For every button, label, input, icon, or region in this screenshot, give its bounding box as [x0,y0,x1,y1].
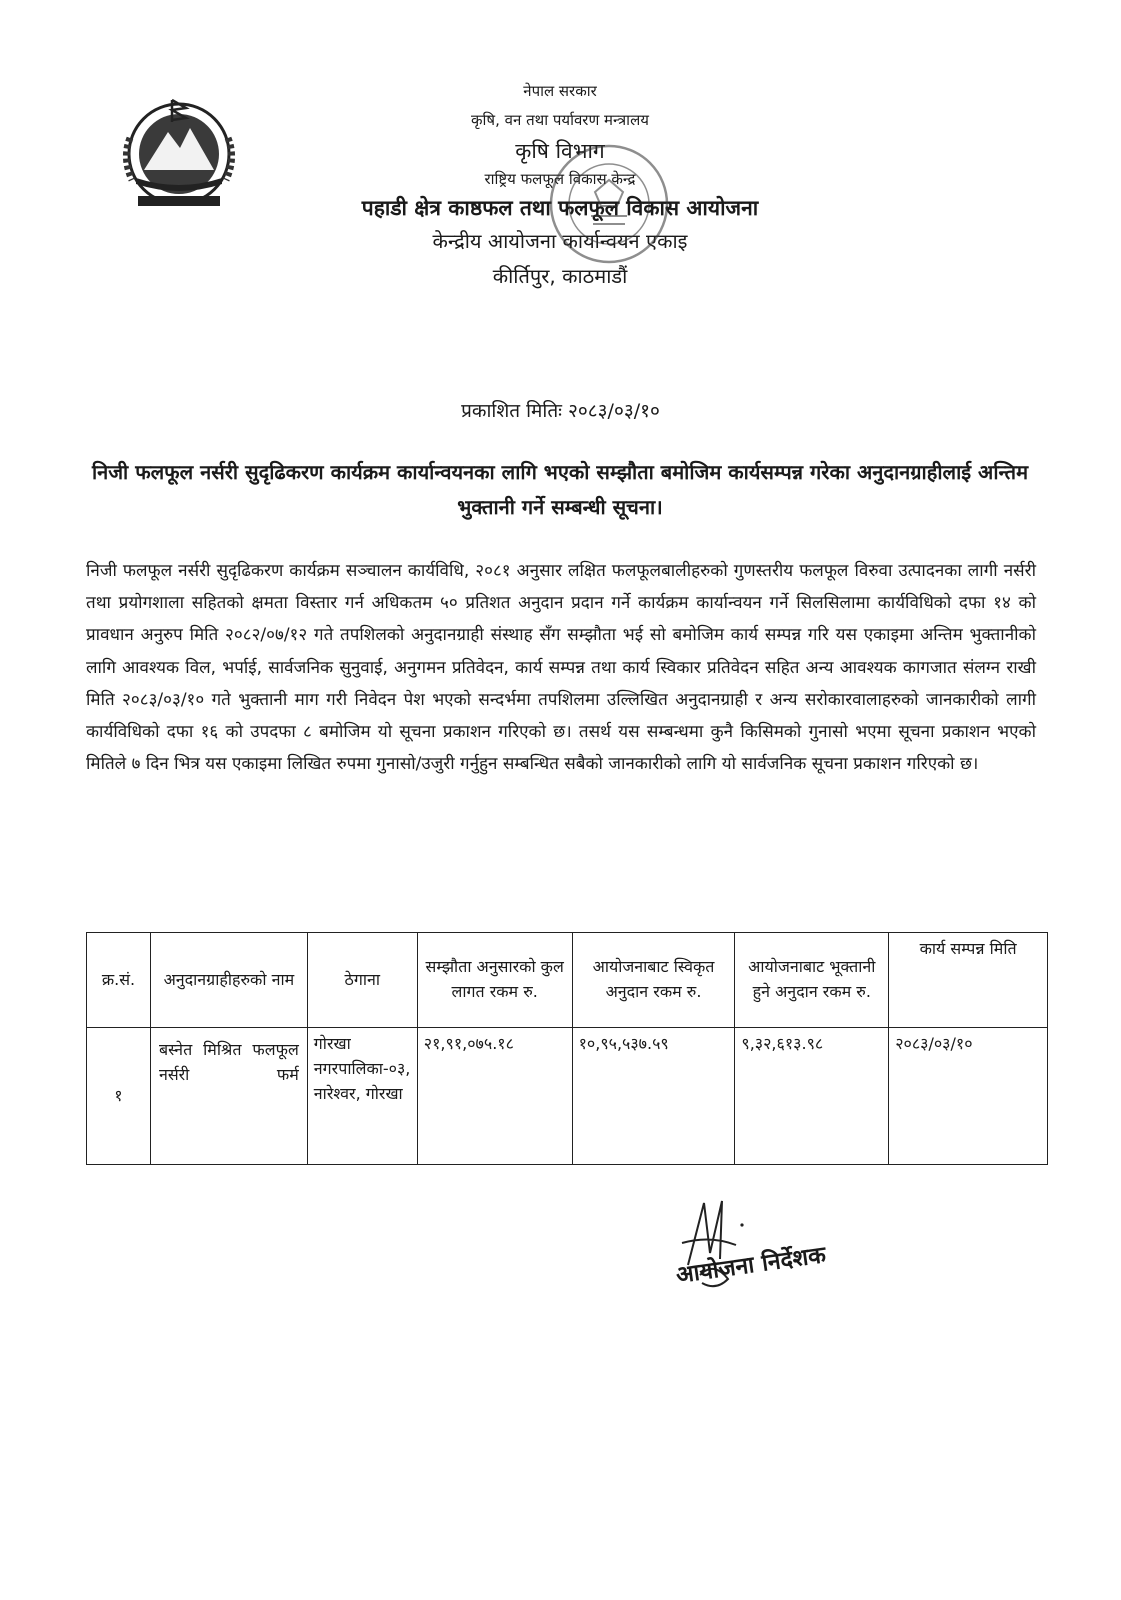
cell-grantee-name: बस्नेत मिश्रित फलफूल नर्सरी फर्म [150,1028,307,1165]
grantee-table [86,932,1048,1165]
notice-title: निजी फलफूल नर्सरी सुदृढिकरण कार्यक्रम कार्यान्वयनका लागि भएको सम्झौता बमोजिम कार्यसम्पन्न गरेका अनुदानग्राहीलाई अन्तिम भुक्तानी गर्ने सम्बन्धी सूचना। [91,460,1029,519]
cell-payable-grant: ९,३२,६१३.९८ [735,1028,889,1165]
cell-serial: १ [87,1028,151,1165]
cell-total-cost: २१,९१,०७५.१८ [417,1028,572,1165]
notice-body: निजी फलफूल नर्सरी सुदृढिकरण कार्यक्रम सञ्चालन कार्यविधि, २०८१ अनुसार लक्षित फलफूलबालीहरुको गुणस्तरीय फलफूल विरुवा उत्पादनका लागी नर्सरी तथा प्रयोगशाला सहितको क्षमता विस्तार गर्न अधिकतम ५० प्रतिशत अनुदान प्रदान गर्ने कार्यक्रम कार्यान्वयन गर्ने सिलसिलामा कार्यविधिको दफा १४ को प्रावधान अनुरुप मिति २०८२/०७/१२ गते तपशिलको अनुदानग्राही संस्थाह सँग सम्झौता भई सो बमोजिम कार्य सम्पन्न गरि यस एकाइमा अन्तिम भुक्तानीको लागि आवश्यक विल, भर्पाई, सार्वजनिक सुनुवाई, अनुगमन प्रतिवेदन, कार्य सम्पन्न तथा कार्य स्विकार प्रतिवेदन सहित अन्य आवश्यक कागजात संलग्न राखी मिति २०८३/०३/१० गते भुक्तानी माग गरी निवेदन पेश भएको सन्दर्भमा तपशिलमा उल्लिखित अनुदानग्राही र अन्य सरोकारवालाहरुको जानकारीको लागी कार्यविधिको दफा १६ को उपदफा ८ बमोजिम यो सूचना प्रकाशन गरिएको छ। तसर्थ यस सम्बन्धमा कुनै किसिमको गुनासो भएमा सूचना प्रकाशन भएको मितिले ७ दिन भित्र यस एकाइमा लिखित रुपमा गुनासो/उजुरी गर्नुहुन सम्बन्धित सबैको जानकारीको लागि यो सार्वजनिक सूचना प्रकाशन गरिएको छ। [86,561,1036,775]
office-stamp [545,140,673,268]
col-payable-grant: आयोजनाबाट भूक्तानी हुने अनुदान रकम रु. [735,933,889,1028]
signatory-designation: आयोजना निर्देशक [674,1242,828,1289]
published-date: प्रकाशित मितिः २०८३/०३/१० [461,400,660,422]
department-name: कृषि विभाग [515,138,605,163]
col-serial: क्र.सं. [87,933,151,1028]
ministry-name: कृषि, वन तथा पर्यावरण मन्त्रालय [471,110,649,129]
col-grantee-name: अनुदानग्राहीहरुको नाम [150,933,307,1028]
government-name: नेपाल सरकार [523,82,597,100]
col-completion-date: कार्य सम्पन्न मिति [889,933,1048,1028]
cell-approved-grant: १०,९५,५३७.५९ [572,1028,735,1165]
col-address: ठेगाना [307,933,417,1028]
office-location: कीर्तिपुर, काठमाडौं [492,263,628,288]
unit-name: केन्द्रीय आयोजना कार्यान्वयन एकाइ [432,228,688,253]
table-row [87,1028,1048,1165]
center-name: राष्ट्रिय फलफूल विकास केन्द्र [484,169,636,188]
table-header-row [87,933,1048,1028]
project-name: पहाडी क्षेत्र काष्ठफल तथा फलफूल विकास आयोजना [361,195,759,220]
col-approved-grant: आयोजनाबाट स्विकृत अनुदान रकम रु. [572,933,735,1028]
cell-completion-date: २०८३/०३/१० [889,1028,1048,1165]
cell-address: गोरखा नगरपालिका-०३, नारेश्वर, गोरखा [307,1028,417,1165]
col-total-cost: सम्झौता अनुसारको कुल लागत रकम रु. [417,933,572,1028]
nepal-government-emblem [108,88,250,216]
